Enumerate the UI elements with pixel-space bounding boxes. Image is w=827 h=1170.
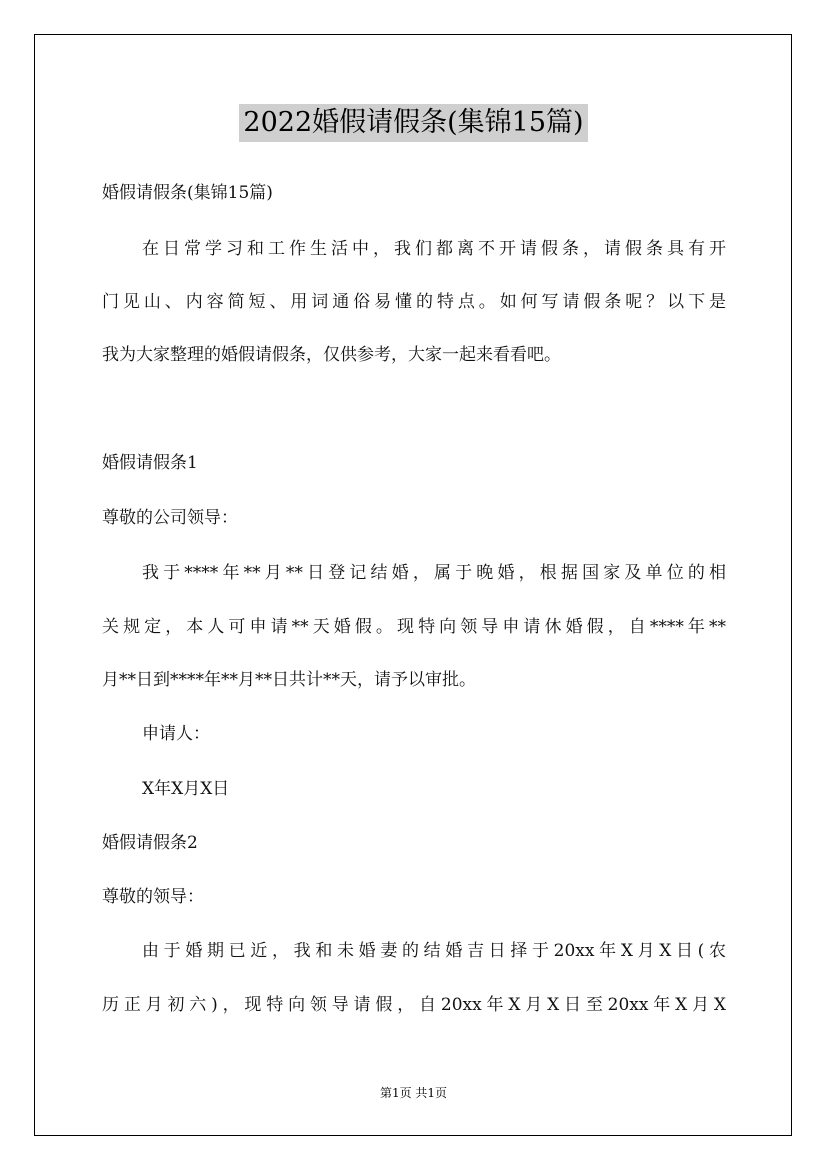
intro-line-3: 我为大家整理的婚假请假条，仅供参考，大家一起来看看吧。 <box>102 345 561 365</box>
section1-salutation: 尊敬的公司领导： <box>102 508 238 528</box>
section1-date: X年X月X日 <box>142 779 230 799</box>
document-title: 2022婚假请假条(集锦15篇) <box>239 104 587 142</box>
page-footer: 第1页 共1页 <box>379 1086 448 1100</box>
section1-body-line-2: 关规定，本人可申请**天婚假。现特向领导申请休婚假，自****年** <box>102 617 726 637</box>
document-subtitle: 婚假请假条(集锦15篇) <box>102 183 273 203</box>
section1-applicant: 申请人： <box>142 724 210 744</box>
section2-body-line-1: 由于婚期已近，我和未婚妻的结婚吉日择于20xx年X月X日(农 <box>142 941 726 961</box>
section1-heading: 婚假请假条1 <box>102 453 198 473</box>
intro-line-1: 在日常学习和工作生活中，我们都离不开请假条，请假条具有开 <box>142 239 726 259</box>
title-wrap <box>0 104 827 142</box>
intro-line-2: 门见山、内容简短、用词通俗易懂的特点。如何写请假条呢？以下是 <box>102 292 726 312</box>
section2-heading: 婚假请假条2 <box>102 833 198 853</box>
section1-body-line-1: 我于****年**月**日登记结婚，属于晚婚，根据国家及单位的相 <box>142 563 726 583</box>
section2-body-line-2: 历正月初六)，现特向领导请假，自20xx年X月X日至20xx年X月X <box>102 995 726 1015</box>
section2-salutation: 尊敬的领导： <box>102 887 204 907</box>
section1-body-line-3: 月**日到****年**月**日共计**天，请予以审批。 <box>102 670 476 690</box>
